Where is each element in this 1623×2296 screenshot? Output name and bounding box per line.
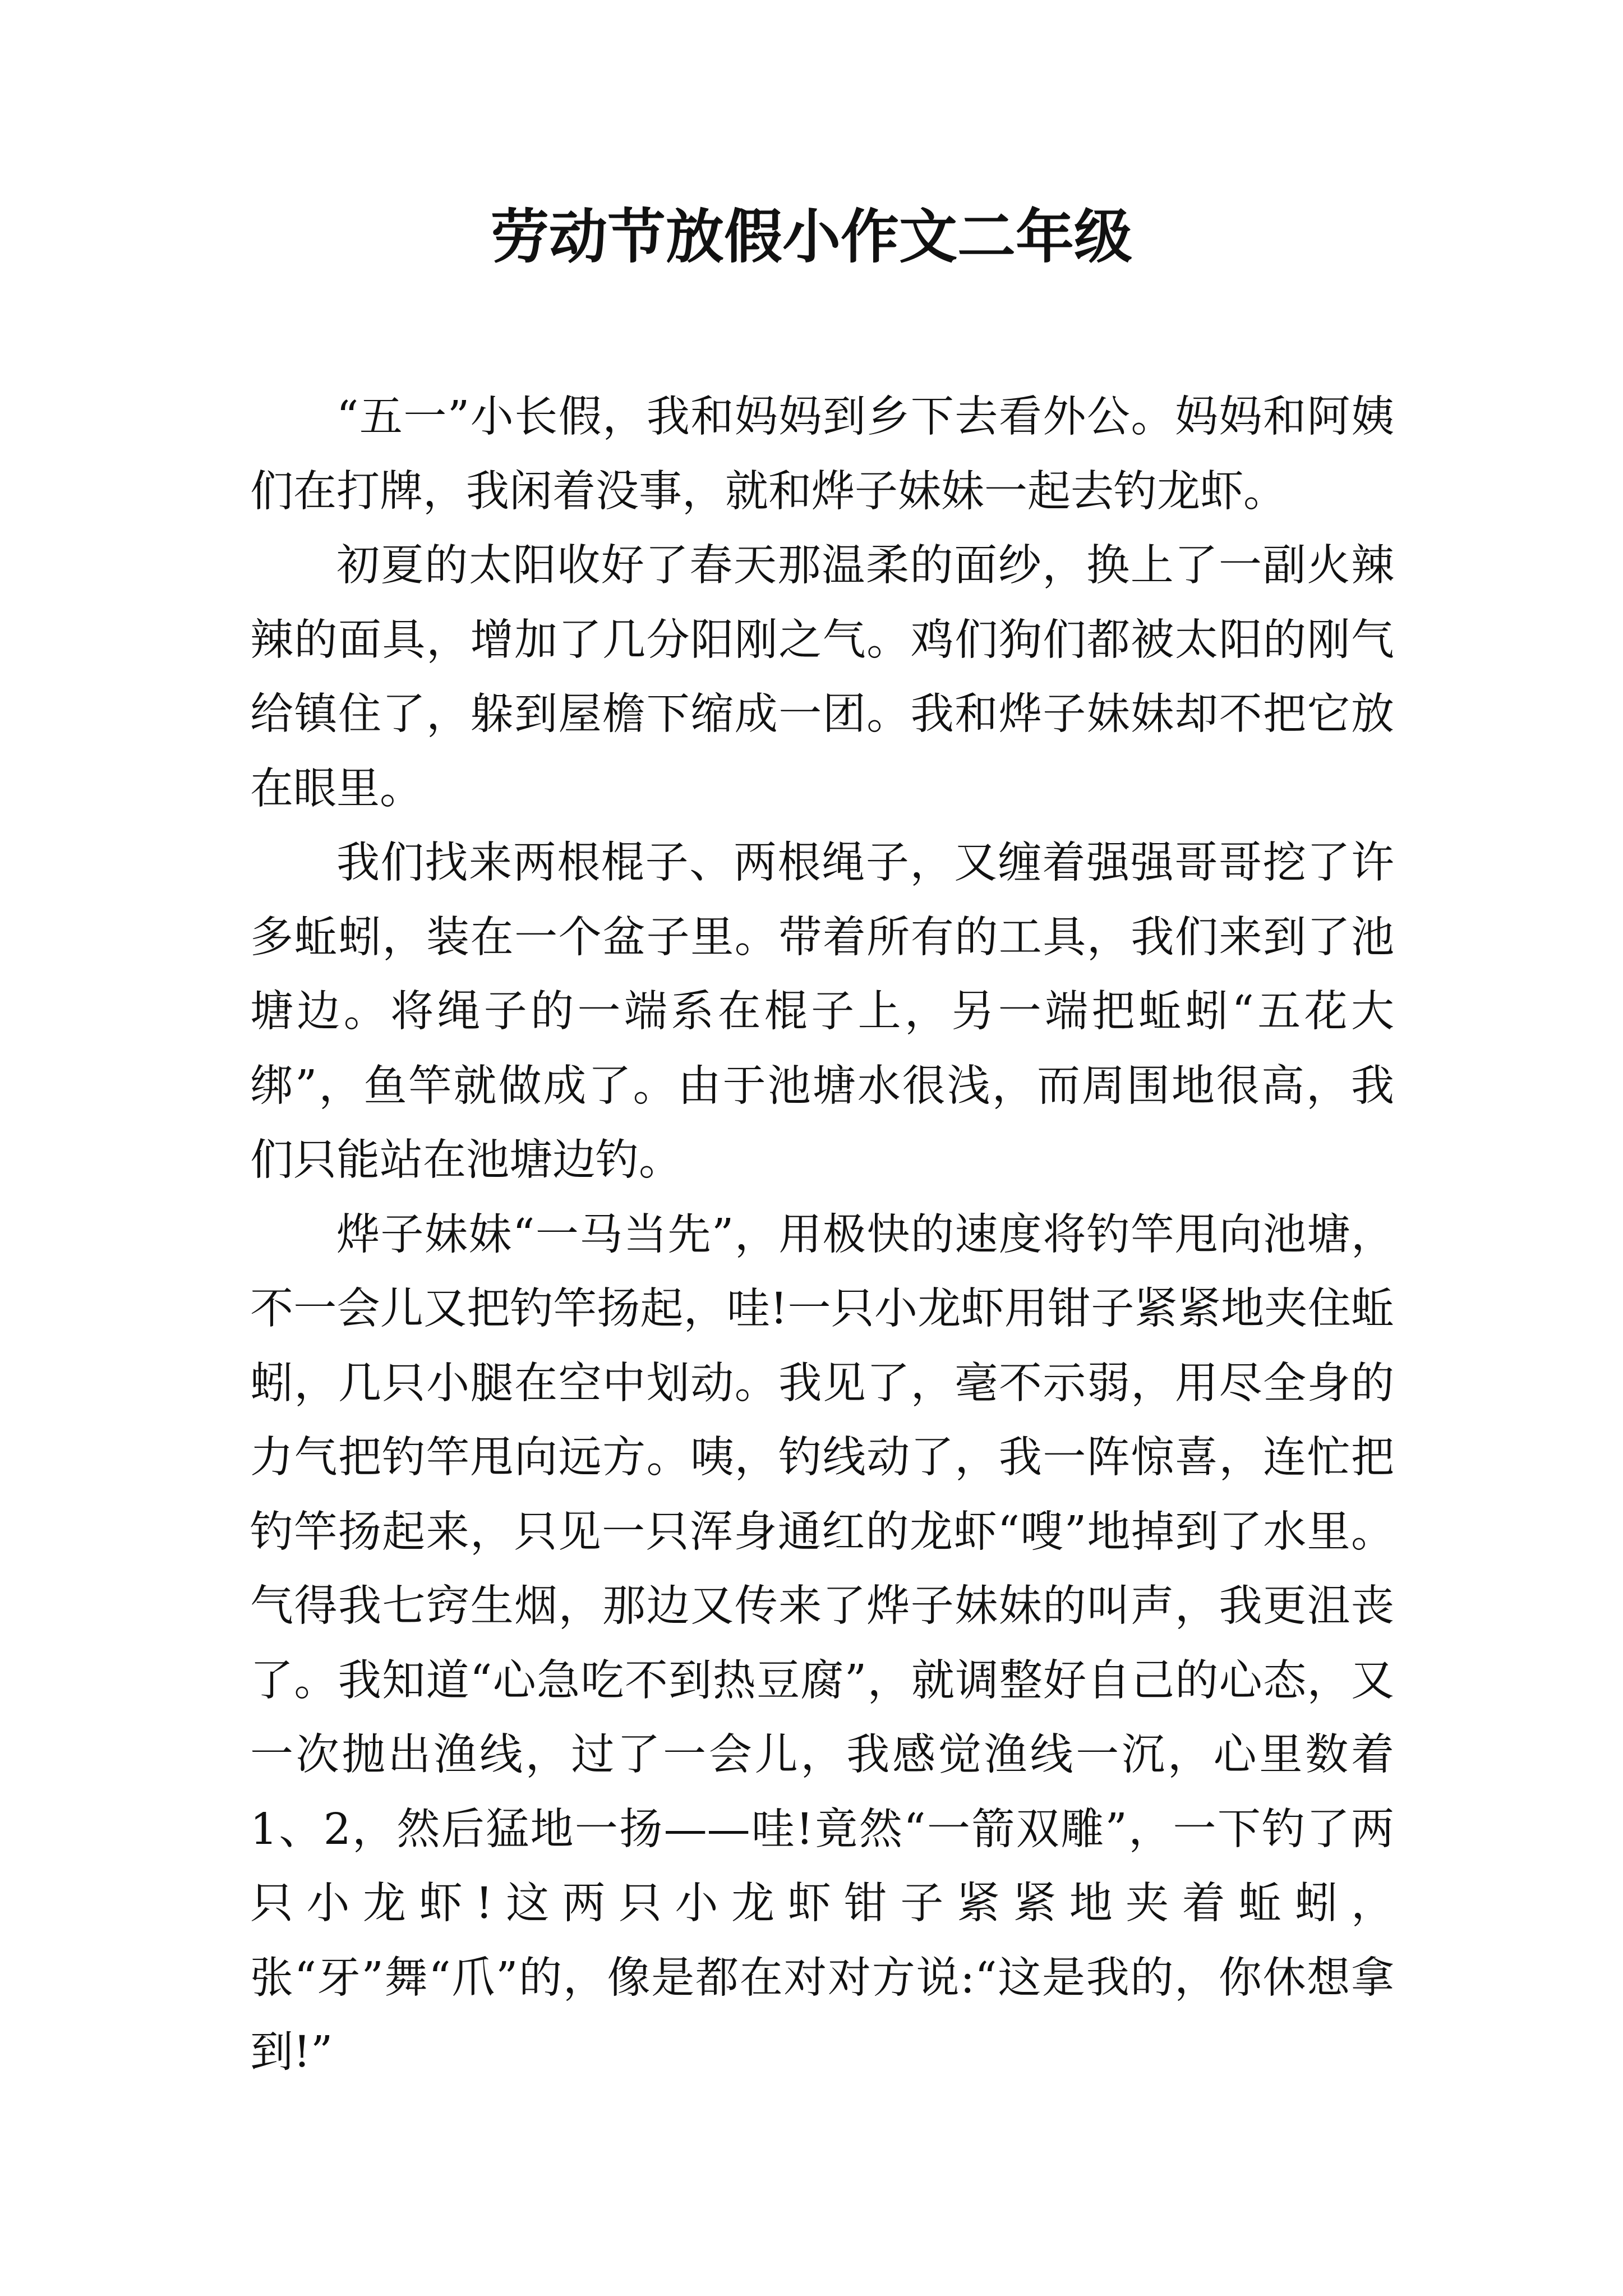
paragraph-2: 初夏的太阳收好了春天那温柔的面纱，换上了一副火辣辣的面具，增加了几分阳刚之气。鸡们狗们都被太阳的刚气给镇住了，躲到屋檐下缩成一团。我和烨子妹妹却不把它放在眼里。 xyxy=(250,541,1394,814)
paragraph-3: 我们找来两根棍子、两根绳子，又缠着强强哥哥挖了许多蚯蚓，装在一个盆子里。带着所有的工具，我们来到了池塘边。将绳子的一端系在棍子上，另一端把蚯蚓“五花大绑”，鱼竿就做成了。由于池塘水很浅，而周围地很高，我们只能站在池塘边钓。 xyxy=(250,838,1394,1185)
document-body xyxy=(250,380,1394,2090)
paragraph-4: 烨子妹妹“一马当先”，用极快的速度将钓竿甩向池塘，不一会儿又把钓竿扬起，哇!一只小龙虾用钳子紧紧地夹住蚯蚓，几只小腿在空中划动。我见了，毫不示弱，用尽全身的力气把钓竿甩向远方。咦，钓线动了，我一阵惊喜，连忙把钓竿扬起来，只见一只浑身通红的龙虾“嗖”地掉到了水里。气得我七窍生烟，那边又传来了烨子妹妹的叫声，我更沮丧了。我知道“心急吃不到热豆腐”，就调整好自己的心态，又一次抛出渔线，过了一会儿，我感觉渔线一沉，心里数着1、2，然后猛地一扬——哇!竟然“一箭双雕”，一下钓了两只小龙虾!这两只小龙虾钳子紧紧地夹着蚯蚓，张“牙”舞“爪”的，像是都在对对方说:“这是我的，你休想拿到!” xyxy=(250,1209,1394,2077)
document-title: 劳动节放假小作文二年级 xyxy=(490,202,1132,271)
paragraph-1: “五一”小长假，我和妈妈到乡下去看外公。妈妈和阿姨们在打牌，我闲着没事，就和烨子妹妹一起去钓龙虾。 xyxy=(250,392,1394,517)
